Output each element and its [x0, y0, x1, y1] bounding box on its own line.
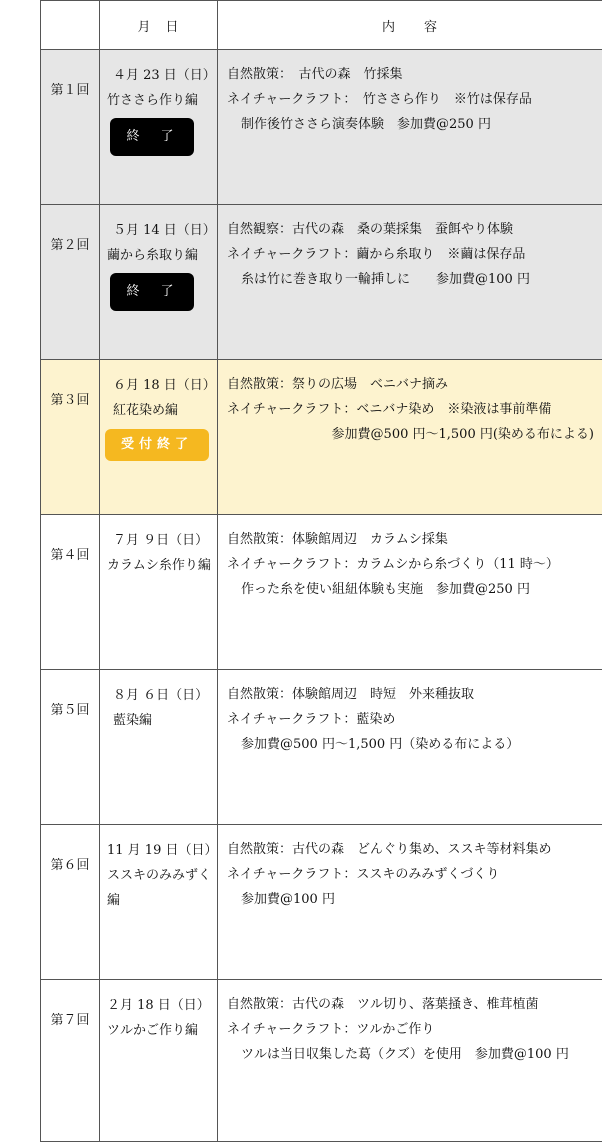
content-line: 自然散策： 古代の森 竹採集 [227, 62, 598, 87]
content-line: 参加費@500 円～1,500 円（染める布による） [227, 732, 598, 757]
header-number-cell [41, 1, 100, 50]
session-title: 藍染編 [107, 708, 213, 733]
session-date: ４月 23 日（日） [107, 63, 213, 88]
session-date-cell [100, 670, 218, 825]
content-line: 自然散策：体験館周辺 時短 外来種抜取 [227, 682, 598, 707]
content-line: ネイチャークラフト：ツルかご作り [227, 1017, 598, 1042]
session-date: 11 月 19 日（日） [107, 838, 213, 863]
content-line: ネイチャークラフト：ベニバナ染め ※染液は事前準備 [227, 397, 598, 422]
status-badge: 受付終了 [105, 429, 209, 461]
session-content [218, 670, 602, 825]
table-row [41, 515, 602, 670]
session-date-cell [100, 825, 218, 980]
table-row [41, 980, 602, 1142]
session-number: 第４回 [41, 515, 100, 670]
table-row [41, 825, 602, 980]
session-date: ６月 18 日（日） [107, 373, 213, 398]
session-number: 第５回 [41, 670, 100, 825]
content-line: ネイチャークラフト：カラムシから糸づくり（11 時～） [227, 552, 598, 577]
session-date: ２月 18 日（日） [107, 993, 213, 1018]
table-row [41, 360, 602, 515]
header-content-cell: 内 容 [218, 1, 602, 50]
session-number: 第３回 [41, 360, 100, 515]
table-row [41, 50, 602, 205]
schedule-table [40, 0, 602, 1142]
content-line: 自然散策：古代の森 どんぐり集め、ススキ等材料集め [227, 837, 598, 862]
content-line: 自然散策：体験館周辺 カラムシ採集 [227, 527, 598, 552]
table-row [41, 670, 602, 825]
session-number: 第１回 [41, 50, 100, 205]
session-title: 竹ささら作り編 [107, 88, 213, 113]
header-date-cell: 月 日 [100, 1, 218, 50]
content-line: ツルは当日収集した葛（クズ）を使用 参加費@100 円 [227, 1042, 598, 1067]
session-title: 繭から糸取り編 [107, 243, 213, 268]
content-line: ネイチャークラフト： 竹ささら作り ※竹は保存品 [227, 87, 598, 112]
table-row [41, 205, 602, 360]
table-header-row [41, 1, 602, 50]
session-title: ススキのみみずく編 [107, 863, 213, 913]
content-line: 参加費@100 円 [227, 887, 598, 912]
content-line: ネイチャークラフト：繭から糸取り ※繭は保存品 [227, 242, 598, 267]
session-date-cell [100, 205, 218, 360]
session-content [218, 360, 602, 515]
content-line: ネイチャークラフト：藍染め [227, 707, 598, 732]
session-number: 第２回 [41, 205, 100, 360]
content-line: 自然散策：古代の森 ツル切り、落葉掻き、椎茸植菌 [227, 992, 598, 1017]
content-line: ネイチャークラフト：ススキのみみずくづくり [227, 862, 598, 887]
session-number: 第７回 [41, 980, 100, 1142]
session-content [218, 515, 602, 670]
session-title: 紅花染め編 [107, 398, 213, 423]
content-line: 作った糸を使い組紐体験も実施 参加費@250 円 [227, 577, 598, 602]
session-date-cell [100, 360, 218, 515]
session-date: ７月 ９日（日） [107, 528, 213, 553]
content-line: 糸は竹に巻き取り一輪挿しに 参加費@100 円 [227, 267, 598, 292]
session-number: 第６回 [41, 825, 100, 980]
content-line: 自然散策：祭りの広場 ベニバナ摘み [227, 372, 598, 397]
status-badge: 終 了 [110, 118, 194, 156]
content-line: 自然観察：古代の森 桑の葉採集 蚕餌やり体験 [227, 217, 598, 242]
content-line: 参加費@500 円～1,500 円(染める布による) [227, 422, 598, 447]
session-date-cell [100, 50, 218, 205]
session-title: カラムシ糸作り編 [107, 553, 213, 578]
session-date: ８月 ６日（日） [107, 683, 213, 708]
session-title: ツルかご作り編 [107, 1018, 213, 1043]
session-content [218, 980, 602, 1142]
content-line: 制作後竹ささら演奏体験 参加費@250 円 [227, 112, 598, 137]
session-date: ５月 14 日（日） [107, 218, 213, 243]
session-date-cell [100, 980, 218, 1142]
session-content [218, 825, 602, 980]
session-content [218, 205, 602, 360]
session-date-cell [100, 515, 218, 670]
status-badge: 終 了 [110, 273, 194, 311]
session-content [218, 50, 602, 205]
